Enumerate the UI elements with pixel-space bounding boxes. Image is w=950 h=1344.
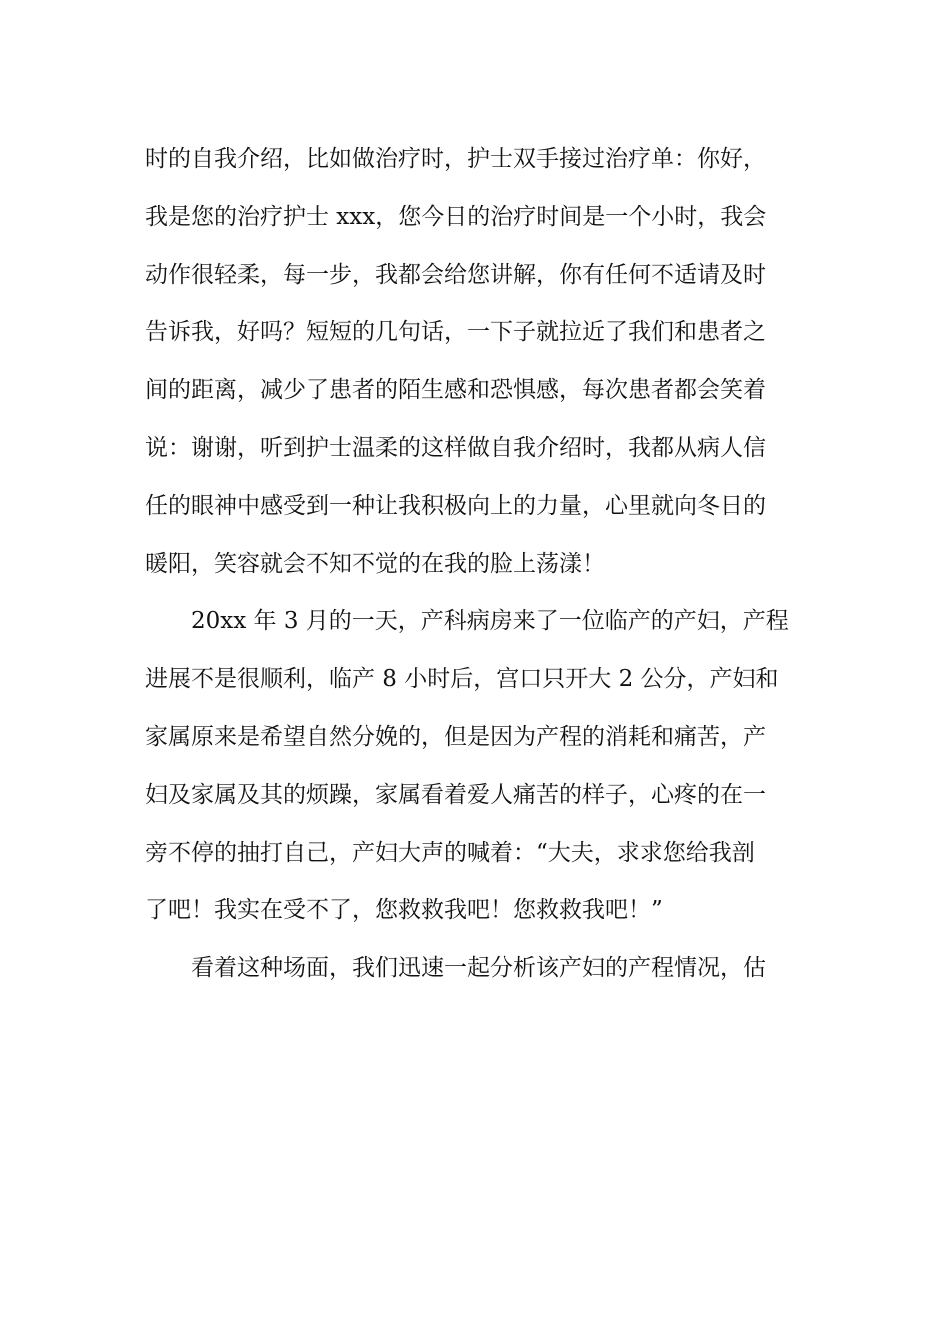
paragraph-first-line: 20xx 年 3 月的一天，产科病房来了一位临产的产妇，产程	[191, 608, 789, 635]
text-line: 说：谢谢，听到护士温柔的这样做自我介绍时，我都从病人信	[145, 434, 766, 461]
text-line: 妇及家属及其的烦躁，家属看着爱人痛苦的样子，心疼的在一	[145, 781, 766, 808]
text-line: 告诉我，好吗？短短的几句话，一下子就拉近了我们和患者之	[145, 319, 766, 346]
text-line: 进展不是很顺利，临产 8 小时后，宫口只开大 2 公分，产妇和	[145, 666, 779, 693]
text-line: 任的眼神中感受到一种让我积极向上的力量，心里就向冬日的	[145, 492, 766, 519]
text-line: 了吧！我实在受不了，您救救我吧！您救救我吧！”	[145, 897, 663, 924]
text-line: 时的自我介绍，比如做治疗时，护士双手接过治疗单：你好，	[145, 146, 766, 172]
text-line: 动作很轻柔，每一步，我都会给您讲解，你有任何不适请及时	[145, 261, 766, 288]
paragraph-first-line: 看着这种场面，我们迅速一起分析该产妇的产程情况，估	[191, 955, 766, 982]
text-line: 我是您的治疗护士 xxx，您今日的治疗时间是一个小时，我会	[145, 203, 767, 230]
text-line: 暖阳，笑容就会不知不觉的在我的脸上荡漾！	[145, 550, 605, 577]
text-line: 间的距离，减少了患者的陌生感和恐惧感，每次患者都会笑着	[145, 377, 766, 404]
body-text	[145, 131, 810, 998]
text-line: 旁不停的抽打自己，产妇大声的喊着：“大夫，求求您给我剖	[145, 839, 755, 866]
text-line: 家属原来是希望自然分娩的，但是因为产程的消耗和痛苦，产	[145, 723, 766, 750]
